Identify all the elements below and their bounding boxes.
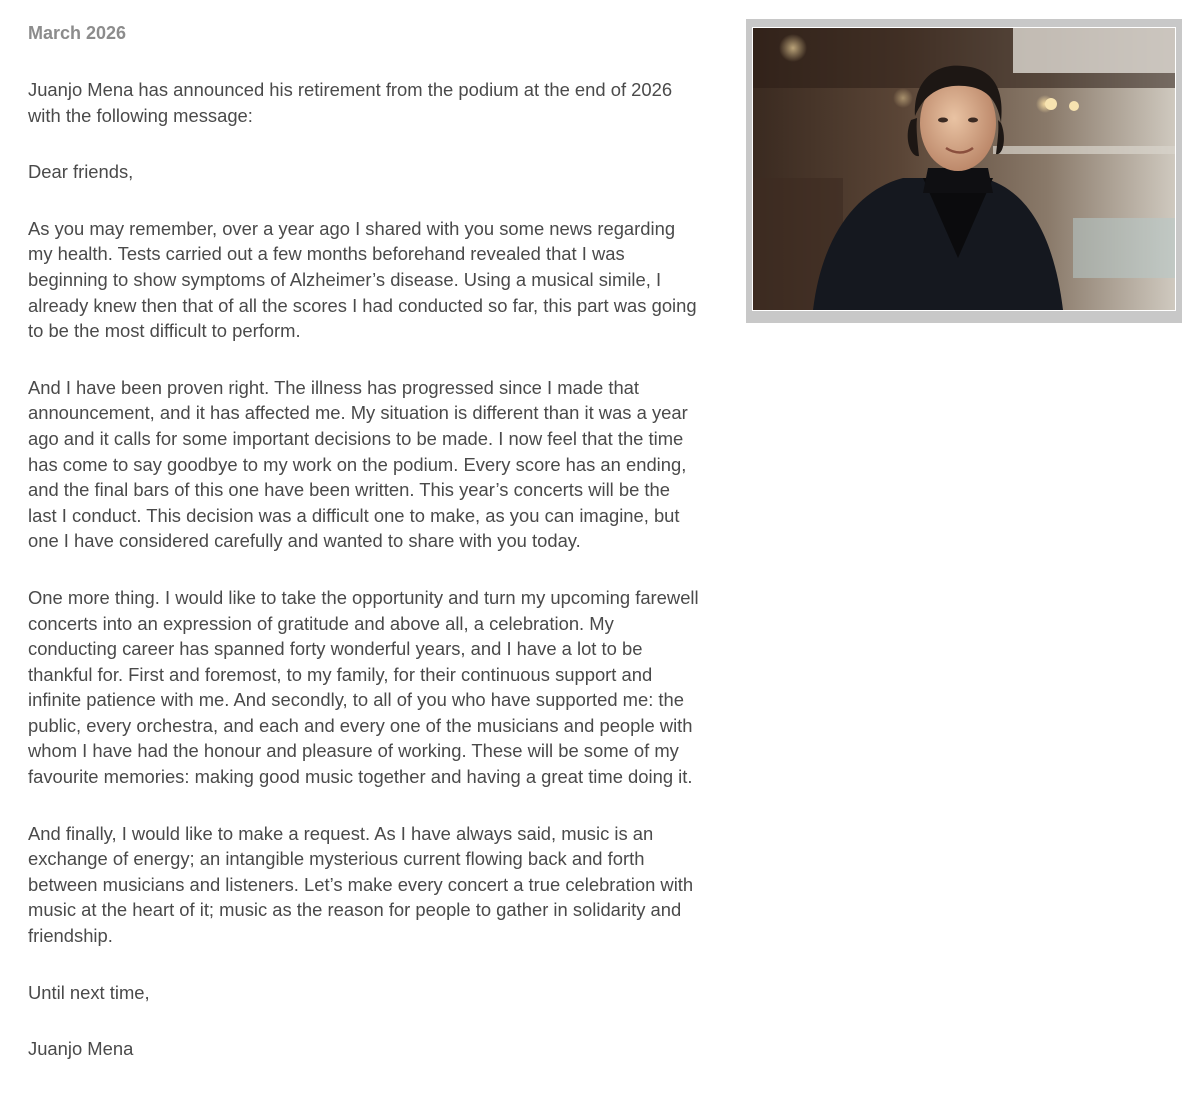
closing: Until next time, <box>28 981 150 1003</box>
article <box>28 20 700 1093</box>
portrait-photo <box>752 27 1176 311</box>
article-date: March 2026 <box>28 23 127 43</box>
intro-paragraph: Juanjo Mena has announced his retirement from the podium at the end of 2026 with the following message: <box>28 79 673 126</box>
salutation: Dear friends, <box>28 161 134 183</box>
letter-paragraph-4: And finally, I would like to make a request. As I have always said, music is an exchange of energy; an intangible mysterious current flowing back and forth between musicians and listeners. Let’s make every concert a true celebration with music at the heart of it; music as the reason for people to gather in solidarity and friendship. <box>28 822 694 947</box>
letter-paragraph-3: One more thing. I would like to take the opportunity and turn my upcoming farewell concerts into an expression of gratitude and above all, a celebration. My conducting career has spanned forty wonderful years, and I have a lot to be thankful for. First and foremost, to my family, for their continuous support and infinite patience with me. And secondly, to all of you who have supported me: the public, every orchestra, and each and every one of the musicians and people with whom I have had the honour and pleasure of working. These will be some of my favourite memories: making good music together and having a great time doing it. <box>28 586 699 788</box>
letter-paragraph-1: As you may remember, over a year ago I shared with you some news regarding my health. Tests carried out a few months beforehand revealed that I was beginning to show symptoms of Alzheimer’s disease. Using a musical simile, I already knew then that of all the scores I had conducted so far, this part was going to be the most difficult to perform. <box>28 217 697 342</box>
photo-frame <box>746 19 1182 323</box>
letter-paragraph-2: And I have been proven right. The illness has progressed since I made that announcement, and it has affected me. My situation is different than it was a year ago and it calls for some important decisions to be made. I now feel that the time has come to say goodbye to my work on the podium. Every score has an ending, and the final bars of this one have been written. This year’s concerts will be the last I conduct. This decision was a difficult one to make, as you can imagine, but one I have considered carefully and wanted to share with you today. <box>28 376 688 552</box>
signature: Juanjo Mena <box>28 1038 134 1060</box>
